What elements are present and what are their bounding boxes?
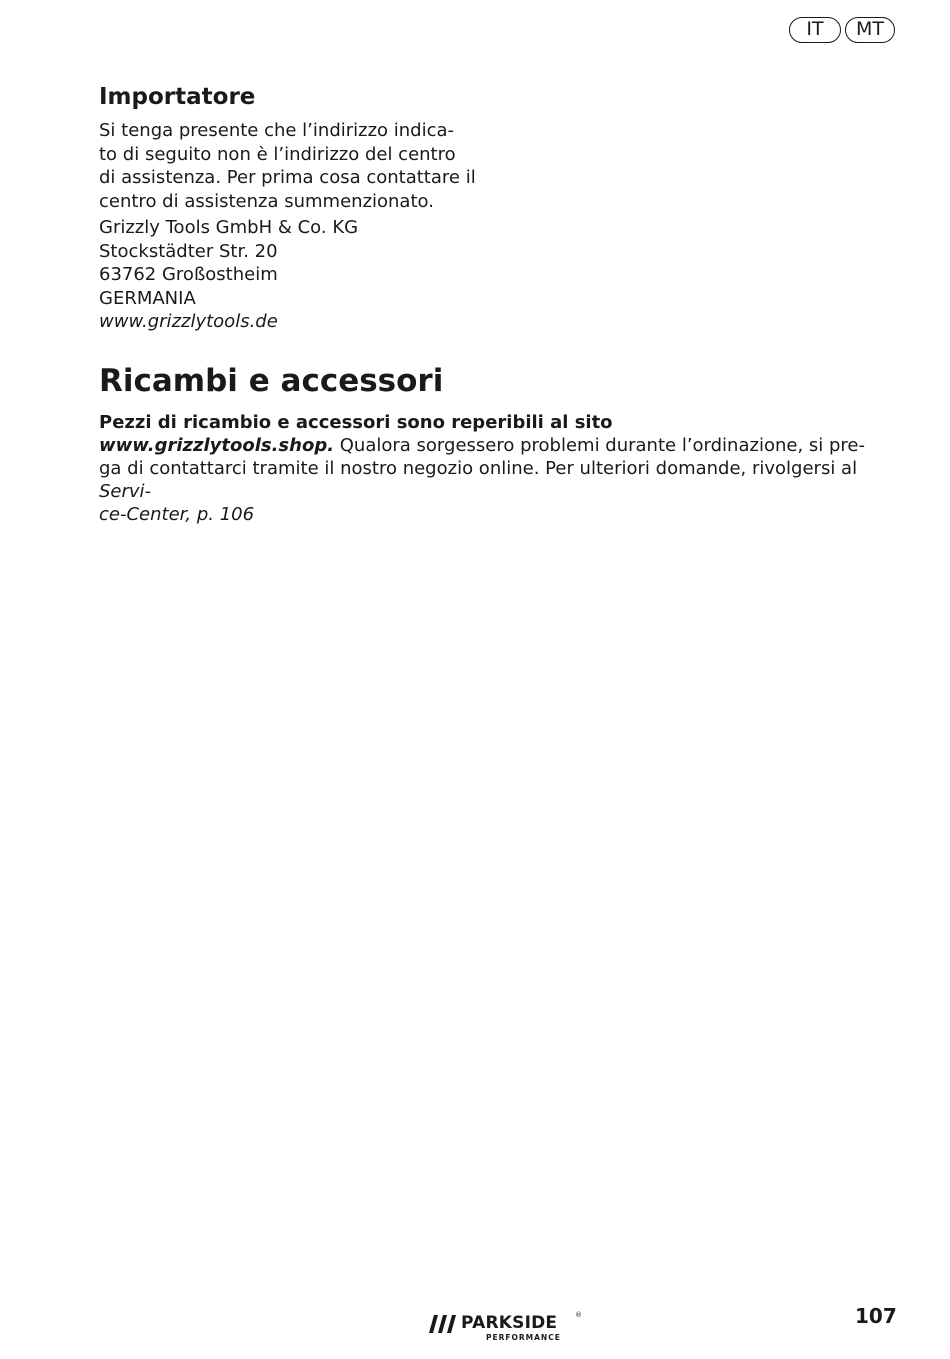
lang-badge-it: IT <box>789 17 841 43</box>
importer-notice <box>99 119 489 213</box>
notice-line: centro di assistenza summenzionato. <box>99 190 434 212</box>
city: 63762 Großostheim <box>99 264 278 285</box>
parkside-logo <box>429 1311 589 1351</box>
spare-parts-line <box>99 434 899 457</box>
logo-registered-mark: ® <box>575 1311 582 1319</box>
spare-parts-text: Qualora sorgessero problemi durante l’ordinazione, si pre- <box>334 435 865 456</box>
street: Stockstädter Str. 20 <box>99 240 278 262</box>
logo-brand: PARKSIDE <box>461 1313 558 1333</box>
service-center-ref: ce-Center, p. 106 <box>99 504 255 525</box>
language-badges <box>789 17 895 43</box>
company-name: Grizzly Tools GmbH & Co. KG <box>99 217 359 238</box>
service-center-ref: Servi- <box>99 481 152 502</box>
notice-line: to di seguito non è l’indirizzo del centro <box>99 143 456 165</box>
importer-address <box>99 216 358 334</box>
spare-parts-bold-line: Pezzi di ricambio e accessori sono reperibili al sito <box>99 412 613 433</box>
page-number: 107 <box>855 1304 897 1328</box>
spare-parts-paragraph <box>99 411 899 526</box>
notice-line: Si tenga presente che l’indirizzo indica- <box>99 120 455 141</box>
spare-parts-heading: Ricambi e accessori <box>99 363 444 399</box>
logo-stripes-icon <box>429 1315 457 1333</box>
website-link[interactable]: www.grizzlytools.de <box>99 311 278 332</box>
spare-parts-line <box>99 457 899 503</box>
country: GERMANIA <box>99 287 196 309</box>
importer-heading: Importatore <box>99 84 256 110</box>
shop-link[interactable]: www.grizzlytools.shop. <box>99 435 335 456</box>
lang-badge-mt: MT <box>845 17 895 43</box>
notice-line: di assistenza. Per prima cosa contattare il <box>99 167 476 188</box>
logo-subtitle: PERFORMANCE <box>486 1333 561 1342</box>
spare-parts-text: ga di contattarci tramite il nostro negozio online. Per ulteriori domande, rivolgersi al <box>99 458 858 479</box>
